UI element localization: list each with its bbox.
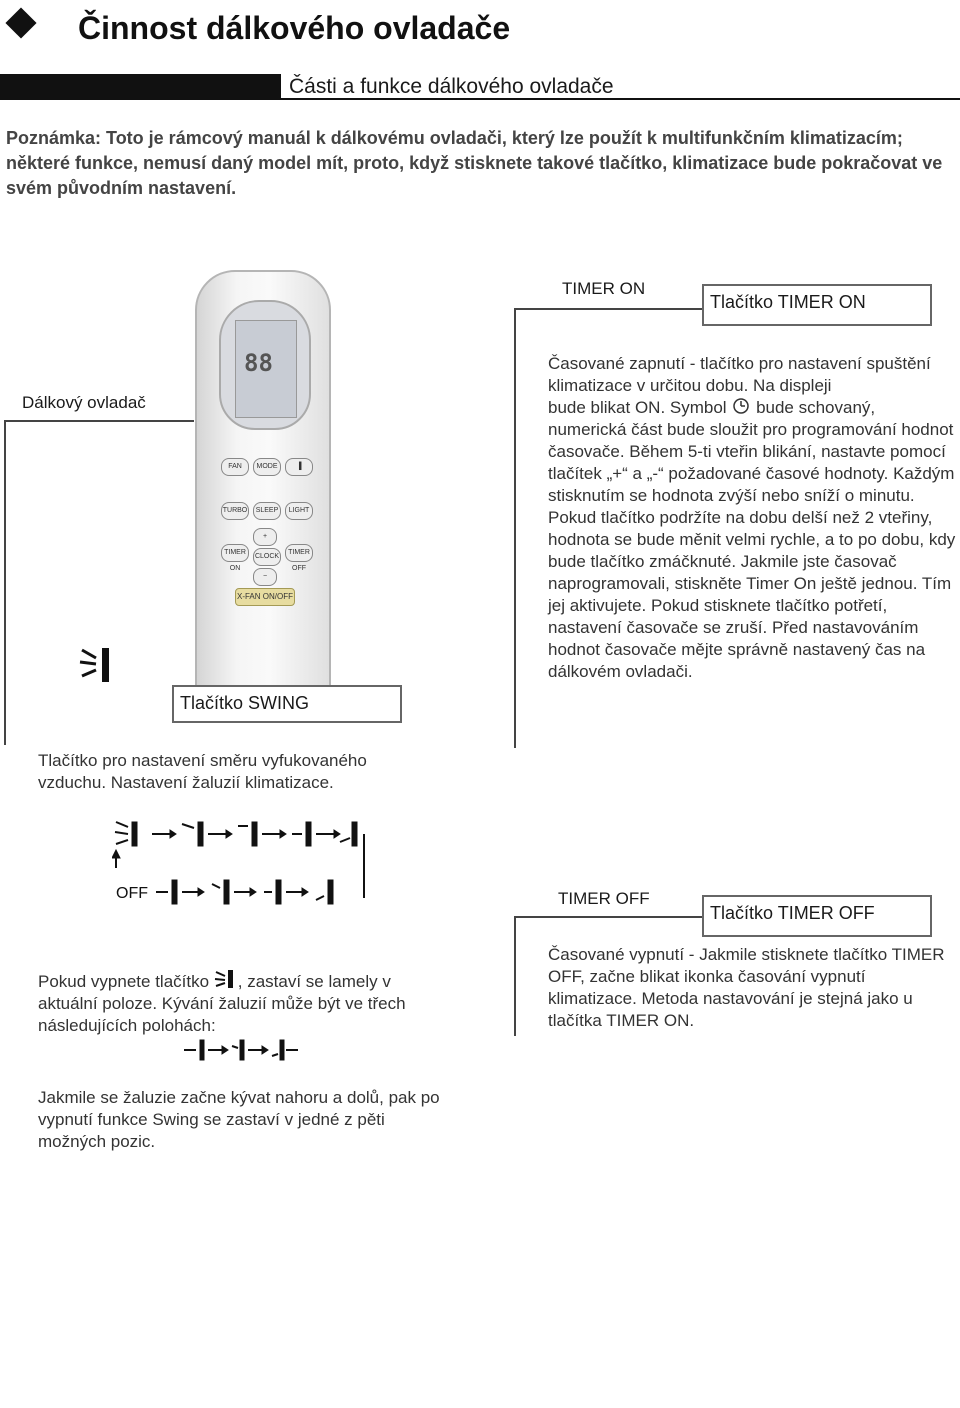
connector-line (514, 916, 702, 918)
page-title: Činnost dálkového ovladače (78, 10, 511, 46)
swing-button[interactable]: ▐ (285, 458, 313, 476)
turbo-button[interactable]: TURBO (221, 502, 249, 520)
timer-off-button[interactable]: TIMER OFF (285, 544, 313, 562)
note-paragraph: Poznámka: Toto je rámcový manuál k dálkovému ovladači, který lze použít k multifunkčním klimatizacím; některé funkce, nemusí daný model mít, proto, když stisknete takové tlačítko, klimatizace bude pokračovat ve svém původním nastavení. (6, 128, 943, 198)
timer-on-symbol-before: bude blikat ON. Symbol (548, 398, 727, 417)
mode-button[interactable]: MODE (253, 458, 281, 476)
timer-on-button-label: Tlačítko TIMER ON (702, 284, 932, 326)
xfan-label: X-FAN (236, 592, 261, 601)
timer-off-label: TIMER OFF (558, 889, 650, 908)
plus-button[interactable]: + (253, 528, 277, 546)
xfan-onoff-buttons[interactable] (235, 588, 295, 606)
remote-control-image (195, 270, 331, 718)
off-label: OFF (116, 885, 148, 902)
lcd-digits: 88 (244, 349, 273, 377)
lcd-display (235, 320, 297, 418)
onoff-label: ON/OFF (262, 592, 293, 601)
swing-small-icon (214, 968, 238, 990)
timer-on-rest: numerická část bude sloužit pro programování hodnot časovače. Během 5-ti vteřin blikání, nastavte pomocí tlačítek „+“ a „-“ požadované časové hodnoty. Každým stisknutím se hodnota zvýší nebo sníží o minutu. Pokud tlačítko podržíte na dobu delší než 2 vteřiny, hodnota se bude měnit velmi rychle, a to po dobu, kdy bude tlačítko zmáčknuté. Jakmile jste časovač naprogramovali, stiskněte Timer On ještě jednou. Tím jej aktivujete. Pokud stisknete tlačítko potřetí, nastavení časovače se zruší. Před nastavováním hodnot časovače mějte správně nastavený čas na dálkovém ovladači. (548, 420, 956, 681)
timer-on-label: TIMER ON (562, 279, 646, 298)
swing-final-paragraph: Jakmile se žaluzie začne kývat nahoru a dolů, pak po vypnutí funkce Swing se zastaví v jedné z pěti možných pozic. (38, 1088, 440, 1151)
timer-on-description (548, 353, 958, 683)
light-button[interactable]: LIGHT (285, 502, 313, 520)
connector-line (4, 420, 6, 745)
section-bar (0, 74, 960, 100)
three-position-diagram (180, 1036, 304, 1064)
section-title: Části a funkce dálkového ovladače (279, 74, 960, 100)
swing-off-before: Pokud vypnete tlačítko (38, 972, 210, 991)
timer-on-symbol-after: bude schovaný, (756, 398, 876, 417)
swing-description: Tlačítko pro nastavení směru vyfukovaného vzduchu. Nastavení žaluzií klimatizace. (38, 751, 367, 792)
swing-button-label: Tlačítko SWING (172, 685, 402, 723)
remote-screen (219, 300, 311, 430)
connector-line (514, 916, 516, 1036)
timer-on-line1: Časované zapnutí - tlačítko pro nastavení spuštění klimatizace v určitou dobu. Na displeji (548, 354, 931, 395)
connector-line (514, 308, 702, 310)
connector-line (4, 420, 194, 422)
clock-button[interactable]: CLOCK (253, 548, 281, 566)
fan-button[interactable]: FAN (221, 458, 249, 476)
timer-on-button[interactable]: TIMER ON (221, 544, 249, 562)
connector-line (514, 308, 516, 748)
clock-icon (731, 397, 751, 415)
remote-label: Dálkový ovladač (22, 393, 146, 412)
diamond-bullet-icon (5, 7, 36, 38)
swing-off-paragraph (38, 968, 428, 1037)
minus-button[interactable]: − (253, 568, 277, 586)
swing-icon (78, 642, 118, 690)
louver-diagram (112, 812, 372, 908)
timer-off-description: Časované vypnutí - Jakmile stisknete tlačítko TIMER OFF, začne blikat ikonka časování vypnutí klimatizace. Metoda nastavování je stejná jako u tlačítka TIMER ON. (548, 945, 945, 1030)
timer-off-button-label: Tlačítko TIMER OFF (702, 895, 932, 937)
sleep-button[interactable]: SLEEP (253, 502, 281, 520)
swing-off-after: , zastaví se lamely v aktuální poloze. Kývání žaluzií může být ve třech následujících polohách: (38, 972, 406, 1035)
